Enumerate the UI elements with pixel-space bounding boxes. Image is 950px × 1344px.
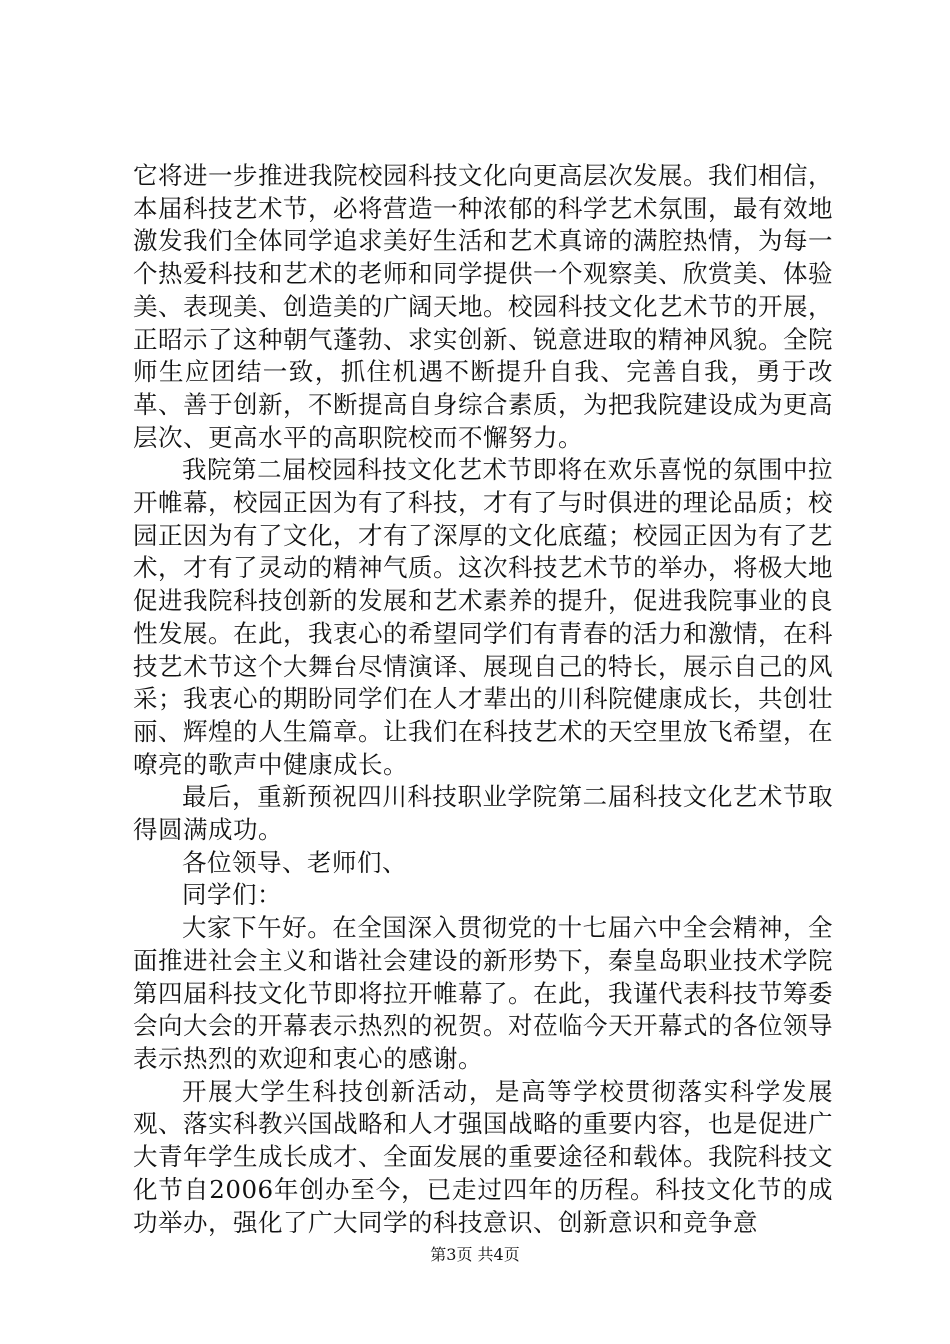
paragraph-3: 最后，重新预祝四川科技职业学院第二届科技文化艺术节取得圆满成功。: [133, 782, 833, 845]
page-footer: [0, 1245, 950, 1265]
paragraph-4: 大家下午好。在全国深入贯彻党的十七届六中全会精神，全面推进社会主义和谐社会建设的新形势下，秦皇岛职业技术学院第四届科技文化节即将拉开帷幕了。在此，我谨代表科技节筹委会向大会的开幕表示热烈的祝贺。对莅临今天开幕式的各位领导表示热烈的欢迎和衷心的感谢。: [133, 913, 833, 1073]
paragraph-2: 我院第二届校园科技文化艺术节即将在欢乐喜悦的氛围中拉开帷幕，校园正因为有了科技，才有了与时俱进的理论品质；校园正因为有了文化，才有了深厚的文化底蕴；校园正因为有了艺术，才有了灵动的精神气质。这次科技艺术节的举办，将极大地促进我院科技创新的发展和艺术素养的提升，促进我院事业的良性发展。在此，我衷心的希望同学们有青春的活力和激情，在科技艺术节这个大舞台尽情演译、展现自己的特长，展示自己的风采；我衷心的期盼同学们在人才辈出的川科院健康成长，共创壮丽、辉煌的人生篇章。让我们在科技艺术的天空里放飞希望，在嘹亮的歌声中健康成长。: [133, 455, 833, 779]
paragraph-1: 它将进一步推进我院校园科技文化向更高层次发展。我们相信，本届科技艺术节，必将营造一种浓郁的科学艺术氛围，最有效地激发我们全体同学追求美好生活和艺术真谛的满腔热情，为每一个热爱科技和艺术的老师和同学提供一个观察美、欣赏美、体验美、表现美、创造美的广阔天地。校园科技文化艺术节的开展，正昭示了这种朝气蓬勃、求实创新、锐意进取的精神风貌。全院师生应团结一致，抓住机遇不断提升自我、完善自我，勇于改革、善于创新，不断提高自身综合素质，为把我院建设成为更高层次、更高水平的高职院校而不懈努力。: [133, 161, 833, 452]
salutation-line-1: 各位领导、老师们、: [182, 847, 407, 877]
salutation-line-2: 同学们：: [182, 880, 282, 910]
paragraph-5: 开展大学生科技创新活动，是高等学校贯彻落实科学发展观、落实科教兴国战略和人才强国战略的重要内容，也是促进广大青年学生成长成才、全面发展的重要途径和载体。我院科技文化节自2006年创办至今，已走过四年的历程。科技文化节的成功举办，强化了广大同学的科技意识、创新意识和竞争意: [133, 1076, 833, 1237]
document-body: [133, 160, 833, 1239]
page-number-label: 第3页 共4页: [430, 1245, 520, 1264]
